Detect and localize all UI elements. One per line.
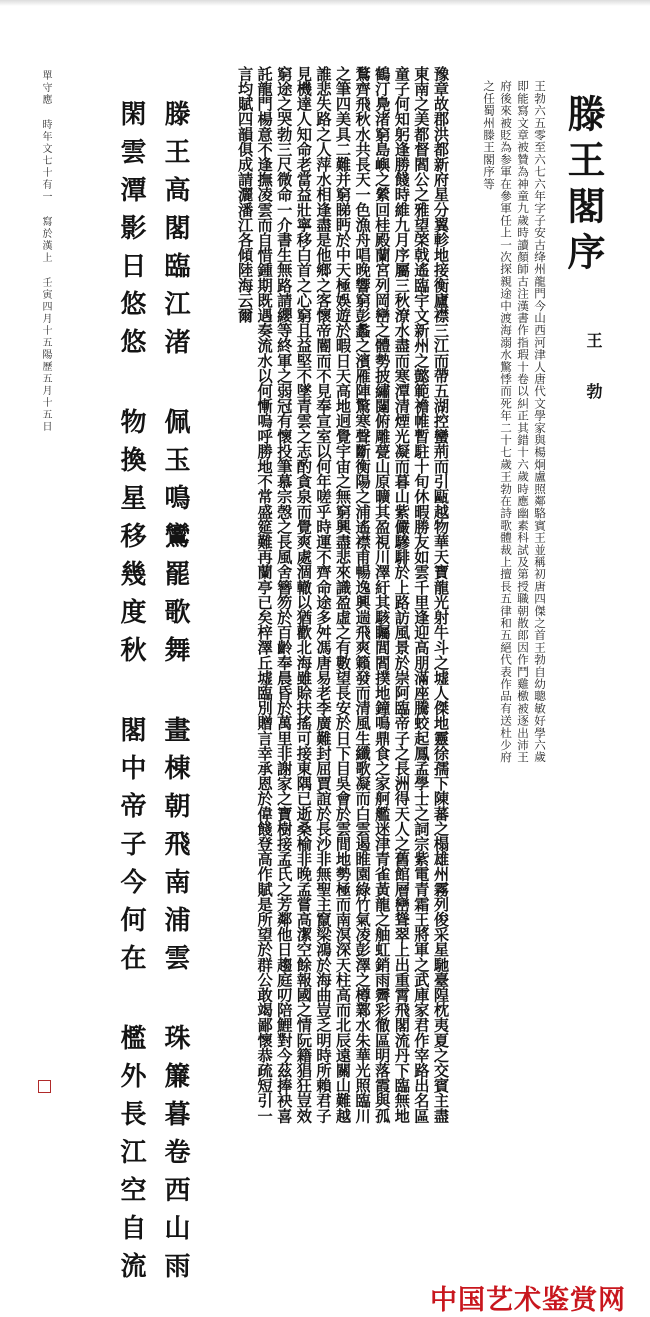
page-title: 滕王閣序 bbox=[561, 94, 606, 278]
poem-line-1: 滕王高閣臨江渚 佩玉鳴鸞罷歌舞 畫棟朝飛南浦雲 珠簾暮卷西山雨 bbox=[160, 100, 190, 1290]
poem-line-2: 閑雲潭影日悠悠 物換星移幾度秋 閣中帝子今何在 檻外長江空自流 bbox=[116, 100, 146, 1290]
seal-stamp bbox=[38, 1080, 51, 1093]
paper-edge bbox=[0, 0, 650, 6]
preface-body-text: 豫章故郡洪都新府星分翼軫地接衡廬襟三江而帶五湖控蠻荊而引甌越物華天寶龍光射牛斗之墟人傑地靈徐孺下陳蕃之榻雄州霧列俊采星馳臺隍枕夷夏之交賓主盡東南之美都督閻公之雅望棨戟遙臨宇文新州之懿範襜帷暫駐十旬休暇勝友如雲千里逢迎高朋滿座騰蛟起鳳孟學士之詞宗紫電青霜王將軍之武庫家君作宰路出名區童子何知躬逢勝餞時維九月序屬三秋潦水盡而寒潭清煙光凝而暮山紫儼驂騑於上路訪風景於崇阿臨帝子之長洲得天人之舊館層巒聳翠上出重霄飛閣流丹下臨無地鶴汀鳧渚窮島嶼之縈回桂殿蘭宮列岡巒之體勢披繡闥俯雕甍山原曠其盈視川澤紆其駭矚閭閻撲地鐘鳴鼎食之家舸艦迷津青雀黃龍之舳虹銷雨霽彩徹區明落霞與孤鶩齊飛秋水共長天一色漁舟唱晚響窮彭蠡之濱雁陣驚寒聲斷衡陽之浦遙襟甫暢逸興遄飛爽籟發而清風生纖歌凝而白雲遏睢園綠竹氣凌彭澤之樽鄴水朱華光照臨川之筆四美具二難并窮睇眄於中天極娛遊於暇日天高地迥覺宇宙之無窮興盡悲來識盈虛之有數望長安於日下目吳會於雲間地勢極而南溟深天柱高而北辰遠關山難越誰悲失路之人萍水相逢盡是他鄉之客懷帝閽而不見奉宣室以何年嗟乎時運不齊命途多舛馮唐易老李廣難封屈賈誼於長沙非無聖主竄梁鴻於海曲豈乏明時所賴君子見機達人知命老當益壯寧移白首之心窮且益堅不墜青雲之志酌貪泉而覺爽處涸轍以猶歡北海雖賒扶搖可接東隅已逝桑榆非晚孟嘗高潔空餘報國之情阮籍猖狂豈效窮途之哭勃三尺微命一介書生無路請纓等終軍之弱冠有懷投筆慕宗愨之長風舍簪笏於百齡奉晨昏於萬里非謝家之寶樹接孟氏之芳鄰他日趨庭叨陪鯉對今茲捧袂喜託龍門楊意不逢撫凌雲而自惜鍾期既遇奏流水以何慚嗚呼勝地不常盛筵難再蘭亭已矣梓澤丘墟臨別贈言幸承恩於偉餞登高作賦是所望於群公敢竭鄙懷恭疏短引一言均賦四韻俱成請灑潘江各傾陸海云爾 bbox=[236, 66, 450, 1124]
colophon-signature: 單守應 時年文七十有一 寫於漢上 壬寅四月十五陽歷五月十五日 bbox=[40, 70, 51, 433]
author-name: 王 勃 bbox=[584, 332, 603, 407]
site-watermark: 中国艺术鉴赏网 bbox=[430, 1285, 626, 1316]
author-intro-text: 王勃六五零至六七六年字子安古绛州龍門今山西河津人唐代文學家與楊炯盧照鄰駱賓王並稱初唐四傑之首王勃自幼聰敏好學六歲即能寫文章被贊為神童九歲時讀顏師古注漢書作指瑕十卷以糾正其錯十六歲時應幽素科試及第授職朝散郎因作鬥雞檄被逐出沛王府後來被貶為参軍在參軍任上一次探親途中渡海溺水驚悸而死年二十七歲王勃在詩歌體裁上擅長五律和五絕代表作品有送杜少府之任蜀州滕王閣序等 bbox=[482, 80, 547, 764]
